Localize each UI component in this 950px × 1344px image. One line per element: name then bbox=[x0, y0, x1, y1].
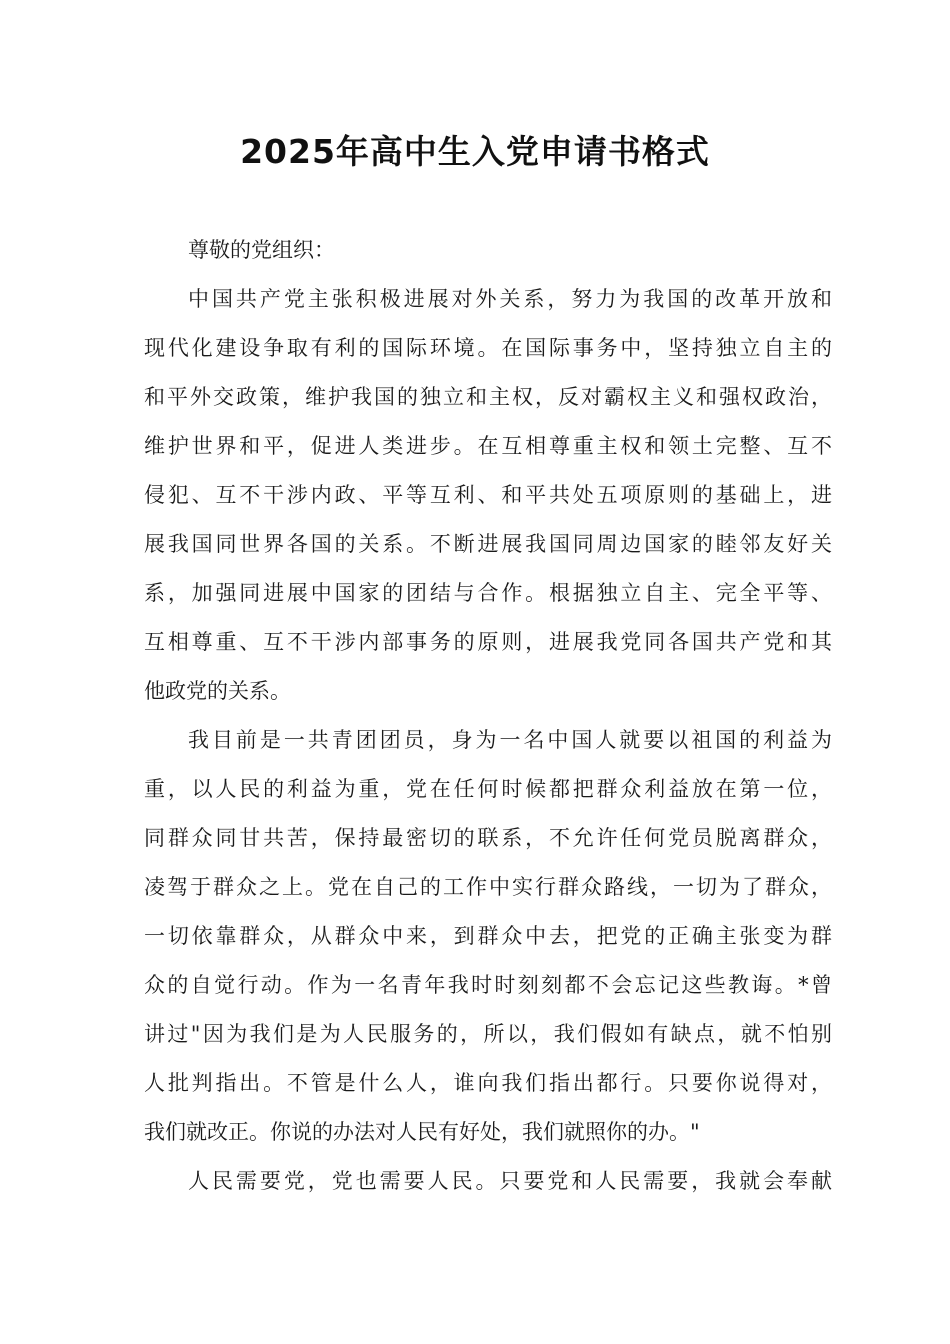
paragraph-1-line: 系，加强同进展中国家的团结与合作。根据独立自主、完全平等、 bbox=[144, 581, 832, 605]
document-body bbox=[144, 234, 832, 1214]
paragraph-2-line: 凌驾于群众之上。党在自己的工作中实行群众路线，一切为了群众， bbox=[144, 875, 832, 899]
paragraph-2-line: 一切依靠群众，从群众中来，到群众中去，把党的正确主张变为群 bbox=[144, 924, 832, 948]
paragraph-1-line: 他政党的关系。 bbox=[144, 679, 291, 703]
paragraph-1-line: 侵犯、互不干涉内政、平等互利、和平共处五项原则的基础上，进 bbox=[144, 483, 832, 507]
paragraph-1-line: 互相尊重、互不干涉内部事务的原则，进展我党同各国共产党和其 bbox=[144, 630, 832, 654]
paragraph-2-line: 我目前是一共青团团员，身为一名中国人就要以祖国的利益为 bbox=[188, 728, 832, 752]
paragraph-2-line: 众的自觉行动。作为一名青年我时时刻刻都不会忘记这些教诲。*曾 bbox=[144, 973, 832, 997]
paragraph-2-line: 讲过"因为我们是为人民服务的，所以，我们假如有缺点，就不怕别 bbox=[144, 1022, 832, 1046]
paragraph-2-line: 同群众同甘共苦，保持最密切的联系，不允许任何党员脱离群众， bbox=[144, 826, 832, 850]
paragraph-3-line: 人民需要党，党也需要人民。只要党和人民需要，我就会奉献 bbox=[188, 1169, 832, 1193]
paragraph-1-line: 中国共产党主张积极进展对外关系，努力为我国的改革开放和 bbox=[188, 287, 832, 311]
paragraph-1-line: 现代化建设争取有利的国际环境。在国际事务中，坚持独立自主的 bbox=[144, 336, 832, 360]
paragraph-1-line: 和平外交政策，维护我国的独立和主权，反对霸权主义和强权政治， bbox=[144, 385, 832, 409]
document-title: 2025年高中生入党申请书格式 bbox=[240, 132, 710, 171]
salutation: 尊敬的党组织： bbox=[188, 238, 335, 262]
paragraph-2-line: 重，以人民的利益为重，党在任何时候都把群众利益放在第一位， bbox=[144, 777, 832, 801]
paragraph-1-line: 展我国同世界各国的关系。不断进展我国同周边国家的睦邻友好关 bbox=[144, 532, 832, 556]
paragraph-2-line: 我们就改正。你说的办法对人民有好处，我们就照你的办。" bbox=[144, 1120, 700, 1144]
paragraph-2-line: 人批判指出。不管是什么人，谁向我们指出都行。只要你说得对， bbox=[144, 1071, 832, 1095]
paragraph-1-line: 维护世界和平，促进人类进步。在互相尊重主权和领土完整、互不 bbox=[144, 434, 832, 458]
